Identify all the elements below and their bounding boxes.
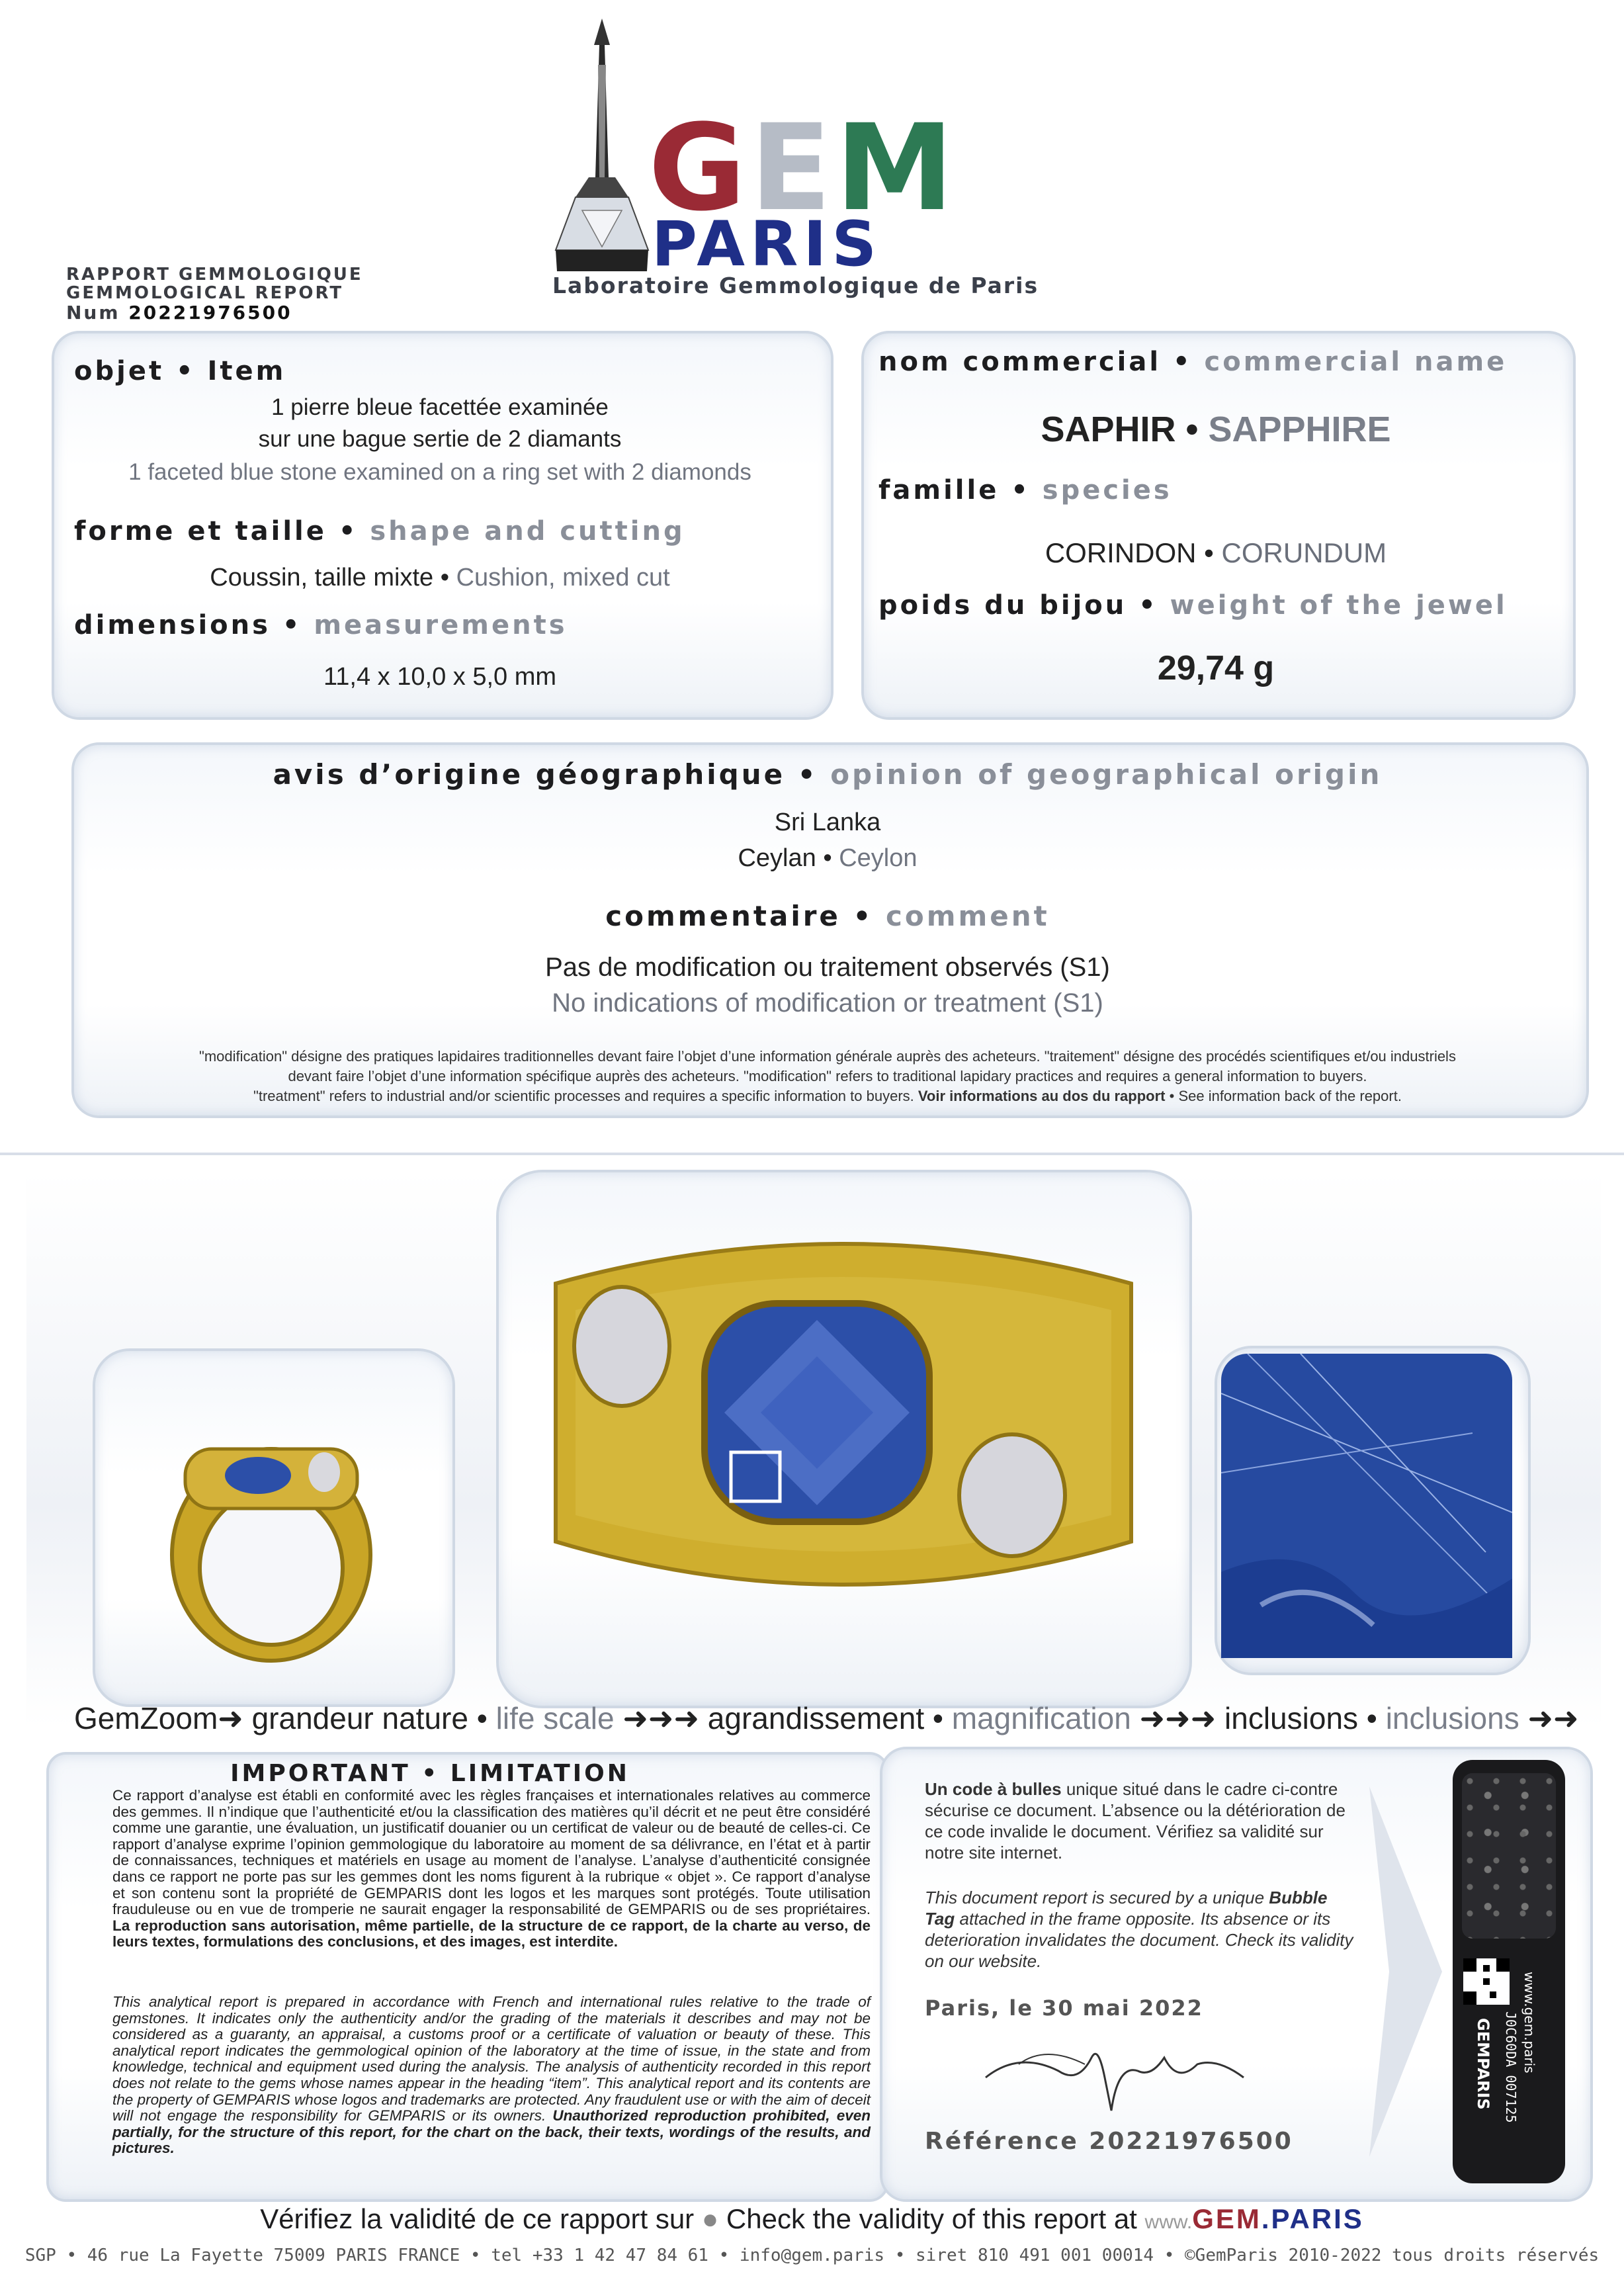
comment-en: No indications of modification or treatment (S1) bbox=[552, 988, 1103, 1018]
report-reference: Référence 20221976500 bbox=[925, 2128, 1293, 2155]
gemzoom-life-fr: grandeur nature bbox=[251, 1701, 468, 1735]
weight-label-fr: poids du bijou bbox=[878, 590, 1127, 621]
bubble-text-en-pre: This document report is secured by a unique bbox=[925, 1888, 1265, 1907]
verify-line: Vérifiez la validité de ce rapport sur ● Check the validity of this report at www.GEM.PARIS bbox=[260, 2203, 1364, 2234]
weight-value: 29,74 g bbox=[1157, 649, 1275, 687]
bubble-text-en-bold: Bubble Tag bbox=[925, 1888, 1328, 1929]
bubble-text-fr-bold: Un code à bulles bbox=[925, 1779, 1062, 1799]
commercial-label-fr: nom commercial bbox=[878, 347, 1162, 377]
verify-en: Check the validity of this report at bbox=[726, 2203, 1137, 2234]
logo-gem-e: E bbox=[749, 99, 835, 238]
verify-site-gem[interactable]: GEM bbox=[1192, 2203, 1261, 2234]
weight-label-en: weight of the jewel bbox=[1170, 590, 1508, 621]
species-value-en: CORUNDUM bbox=[1221, 537, 1387, 568]
bubble-text-en-rest: attached in the frame opposite. Its absence or its deterioration invalidates the document. Check its validity on our website. bbox=[925, 1909, 1353, 1971]
report-title-en: GEMMOLOGICAL REPORT bbox=[66, 283, 344, 303]
report-number-label: Num bbox=[66, 302, 120, 324]
origin-country: Sri Lanka bbox=[774, 809, 881, 836]
dims-value: 11,4 x 10,0 x 5,0 mm bbox=[323, 663, 557, 691]
origin-name-en: Ceylon bbox=[839, 844, 918, 872]
item-line-en: 1 faceted blue stone examined on a ring set with 2 diamonds bbox=[128, 459, 751, 485]
item-line1: 1 pierre bleue facettée examinée bbox=[271, 394, 609, 420]
report-number bbox=[66, 302, 292, 324]
footer-address: SGP • 46 rue La Fayette 75009 PARIS FRANCE • tel +33 1 42 47 84 61 • info@gem.paris • siret 810 491 001 00014 • ©GemParis 2010-2022 tous droits réservés bbox=[24, 2246, 1600, 2265]
magnification-ring-image bbox=[549, 1231, 1138, 1614]
logo-subtitle: Laboratoire Gemmologique de Paris bbox=[552, 273, 1039, 298]
shape-label-en: shape and cutting bbox=[370, 516, 685, 547]
verify-site-paris[interactable]: .PARIS bbox=[1261, 2203, 1364, 2234]
tag-site: www.gem.paris bbox=[1521, 1972, 1537, 2074]
chevron-right-icon bbox=[1369, 1786, 1442, 2157]
limitation-text-en bbox=[112, 1994, 871, 2157]
shape-heading: forme et taille • shape and cutting bbox=[74, 516, 685, 547]
qr-code-icon bbox=[1463, 1958, 1510, 2005]
gemzoom-caption: GemZoom➜ grandeur nature • life scale ➜➜➜ agrandissement • magnification ➜➜➜ inclusions • inclusions ➜➜ bbox=[74, 1701, 1579, 1735]
species-label-en: species bbox=[1042, 475, 1172, 505]
comment-fr: Pas de modification ou traitement observés (S1) bbox=[545, 953, 1110, 982]
species-heading: famille • species bbox=[878, 475, 1172, 505]
origin-note-3c: See information back of the report. bbox=[1178, 1088, 1402, 1104]
bubble-tag bbox=[1453, 1760, 1565, 2183]
origin-name-fr: Ceylan bbox=[738, 844, 816, 872]
comment-heading: commentaire • comment bbox=[605, 900, 1050, 932]
logo-paris: PARIS bbox=[652, 208, 882, 281]
dims-label-fr: dimensions bbox=[74, 610, 271, 640]
commercial-heading: nom commercial • commercial name bbox=[878, 347, 1508, 377]
commercial-name: SAPHIR • SAPPHIRE bbox=[1041, 410, 1391, 449]
origin-note-2: devant faire l’objet d’une information spécifique auprès des acheteurs. "modification" refers to traditional lapidary practices and requires a general information to buyers. bbox=[288, 1068, 1367, 1084]
commercial-label-en: commercial name bbox=[1204, 347, 1508, 377]
report-title-fr: RAPPORT GEMMOLOGIQUE bbox=[66, 265, 363, 284]
item-label-en: Item bbox=[207, 356, 286, 386]
item-heading: objet • Item bbox=[74, 356, 286, 386]
origin-note-3: "treatment" refers to industrial and/or scientific processes and requires a specific information to buyers. Voir informations au dos du rapport • See information back of the report. bbox=[253, 1088, 1402, 1104]
limitation-text-fr bbox=[112, 1788, 871, 1950]
tag-brand: GEMPARIS bbox=[1474, 2018, 1492, 2110]
report-date: Paris, le 30 mai 2022 bbox=[925, 1995, 1203, 2021]
origin-heading: avis d’origine géographique • opinion of geographical origin bbox=[273, 758, 1383, 791]
report-number-value: 20221976500 bbox=[128, 302, 292, 324]
gemzoom-life-en: life scale bbox=[495, 1701, 615, 1735]
origin-label-fr: avis d’origine géographique bbox=[273, 758, 786, 791]
gemzoom-mag-fr: agrandissement bbox=[707, 1701, 925, 1735]
signature-image bbox=[979, 2038, 1257, 2124]
bubble-text-fr-rest: unique situé dans le cadre ci-contre sécurise ce document. L’absence ou la détérioration de ce code invalide le document. Vérifiez sa validité sur notre site internet. bbox=[925, 1779, 1346, 1862]
item-label-fr: objet bbox=[74, 356, 165, 386]
weight-heading: poids du bijou • weight of the jewel bbox=[878, 590, 1508, 621]
comment-label-en: comment bbox=[886, 900, 1050, 932]
origin-label-en: opinion of geographical origin bbox=[830, 758, 1383, 791]
commercial-name-fr: SAPHIR bbox=[1041, 410, 1176, 449]
species-value: CORINDON • CORUNDUM bbox=[1045, 537, 1387, 568]
limitation-text-en-body: This analytical report is prepared in accordance with French and international rules relative to the trade of gemstones. It indicates only the authenticity and/or the grading of the materials it describes and may not be considered as a guaranty, an appraisal, a customs proof or a certificate of valuation or beauty of these. This analytical report indicates the gemmological opinion of the laboratory at the time of issue, in the state and from knowledge, technical and equipment used during the analysis. The analysis of authenticity recorded in this report does not relate to the gems whose names appear in the heading “item”. This analytical report and its contents are the property of GEMPARIS whose logos and trademarks are protected. Any fraudulent use or with the aim of deceit will not engage the responsibility for GEMPARIS or its owners. bbox=[112, 1993, 871, 2124]
life-scale-ring-image bbox=[146, 1403, 397, 1667]
comment-label-fr: commentaire bbox=[605, 900, 841, 932]
verify-site-pre[interactable]: www. bbox=[1144, 2211, 1193, 2233]
commercial-name-en: SAPPHIRE bbox=[1208, 410, 1391, 449]
logo-gem-m: M bbox=[835, 99, 958, 238]
dims-heading: dimensions • measurements bbox=[74, 610, 568, 640]
origin-note-1: "modification" désigne des pratiques lapidaires traditionnelles devant faire l’objet d’une information générale auprès des acheteurs. "traitement" désigne des procédés scientifiques et/ou industriels bbox=[199, 1048, 1456, 1065]
gemzoom-brand: GemZoom bbox=[74, 1701, 218, 1735]
shape-label-fr: forme et taille bbox=[74, 516, 327, 547]
origin-note-3a: "treatment" refers to industrial and/or scientific processes and requires a specific information to buyers. bbox=[253, 1088, 914, 1104]
item-line2: sur une bague sertie de 2 diamants bbox=[258, 426, 622, 452]
bubble-text-en bbox=[925, 1887, 1361, 1972]
gemzoom-inc-fr: inclusions bbox=[1224, 1701, 1359, 1735]
origin-name: Ceylan • Ceylon bbox=[738, 844, 918, 872]
bubble-code-area bbox=[1462, 1773, 1556, 1939]
limitation-text-fr-body: Ce rapport d’analyse est établi en conformité avec les règles françaises et internationales relatives au commerce des gemmes. Il n’indique que l’authenticité et/ou la classification des matières qu’il décrit et ne peut être considéré comme une garantie, une évaluation, un justificatif douanier ou un certificat de valeur ou de beauté de celles-ci. Ce rapport d’analyse exprime l’opinion gemmologique du laboratoire au moment de sa délivrance, en l’état et à partir de connaissances, techniques et matériels en usage au moment de l’analyse. L’analyse d’authenticité consignée dans ce rapport ne porte pas sur les gemmes dont les noms figurent à la rubrique « objet ». Ce rapport d’analyse et son contenu sont la propriété de GEMPARIS dont les logos et les marques sont protégés. Toute utilisation frauduleuse ou en vue de tromperie ne saurait engager la responsabilité de GEMPARIS ou de ses propriétaires. bbox=[112, 1787, 871, 1918]
gemzoom-inc-en: inclusions bbox=[1385, 1701, 1519, 1735]
inclusions-image bbox=[1221, 1354, 1512, 1658]
limitation-text-fr-bold: La reproduction sans autorisation, même partielle, de la structure de ce rapport, de la charte au verso, de leurs textes, formulations des conclusions, et des images, est interdite. bbox=[112, 1917, 871, 1950]
eiffel-tower-logo bbox=[549, 19, 655, 283]
limitation-text-en-bold: Unauthorized reproduction prohibited, even partially, for the structure of this report, for the chart on the back, their texts, wordings of the results, and pictures. bbox=[112, 2107, 871, 2157]
shape-value-en: Cushion, mixed cut bbox=[456, 564, 670, 591]
origin-note-3b: Voir informations au dos du rapport bbox=[918, 1088, 1166, 1104]
dims-label-en: measurements bbox=[314, 610, 568, 640]
shape-value-fr: Coussin, taille mixte bbox=[210, 564, 434, 591]
tag-code: J0C60DA 007125 bbox=[1503, 2011, 1519, 2123]
gemzoom-mag-en: magnification bbox=[951, 1701, 1131, 1735]
species-label-fr: famille bbox=[878, 475, 1000, 505]
verify-fr: Vérifiez la validité de ce rapport sur bbox=[260, 2203, 695, 2234]
fold-line bbox=[0, 1153, 1624, 1155]
species-value-fr: CORINDON bbox=[1045, 537, 1197, 568]
bubble-text-fr bbox=[925, 1778, 1361, 1863]
limitation-title: IMPORTANT • LIMITATION bbox=[230, 1760, 630, 1787]
logo-gem-g: G bbox=[648, 99, 750, 238]
shape-value: Coussin, taille mixte • Cushion, mixed cut bbox=[210, 564, 670, 591]
